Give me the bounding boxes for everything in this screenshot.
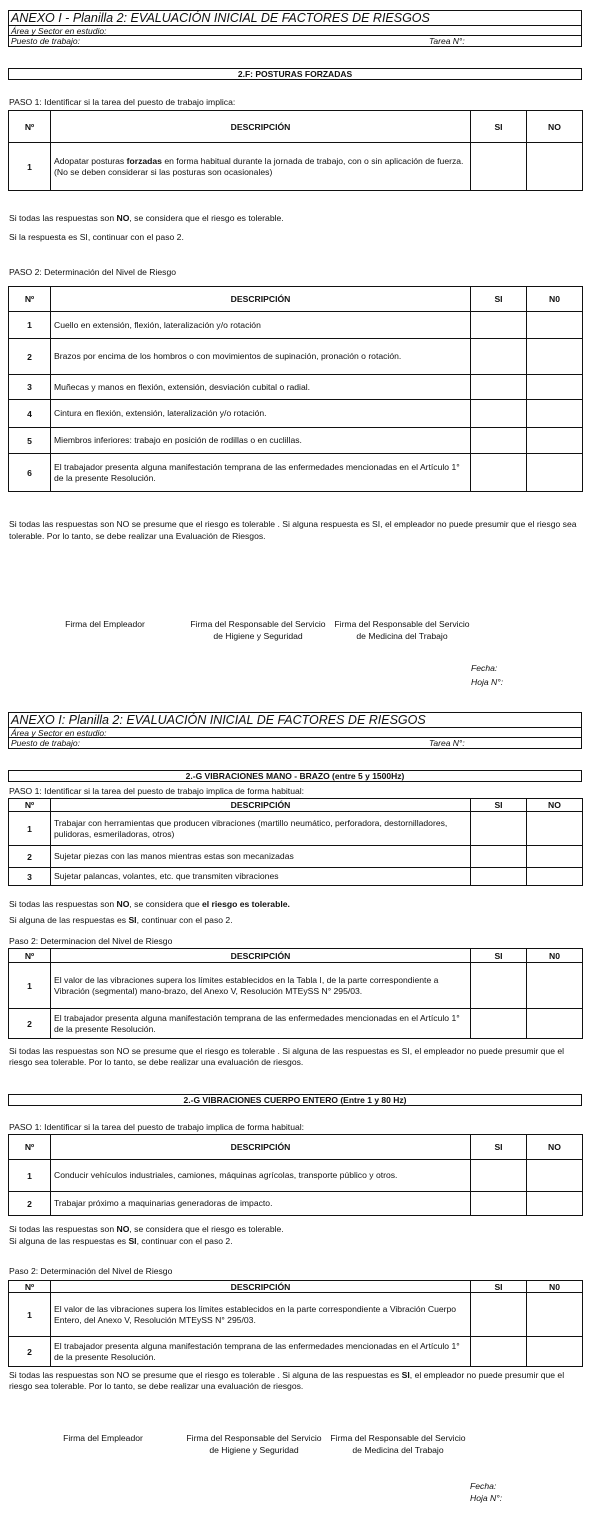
note-text: , se considera que el riesgo es tolerable. bbox=[129, 1224, 284, 1234]
no-checkbox-cell[interactable] bbox=[527, 454, 583, 492]
table-header-row bbox=[9, 949, 583, 963]
no-checkbox-cell[interactable] bbox=[527, 812, 583, 846]
note-bold: NO bbox=[116, 213, 130, 223]
row-number: 1 bbox=[9, 1293, 51, 1337]
col-header-n: Nº bbox=[9, 1135, 51, 1160]
row-description: Conducir vehículos industriales, camiones, máquinas agrícolas, transporte público y otros. bbox=[51, 1160, 471, 1192]
hoja-label: Hoja N°: bbox=[470, 1493, 503, 1503]
row-description: Trabajar próximo a maquinarias generadoras de impacto. bbox=[51, 1192, 471, 1216]
row-description: Sujetar piezas con las manos mientras estas son mecanizadas bbox=[51, 846, 471, 868]
no-checkbox-cell[interactable] bbox=[527, 1192, 583, 1216]
fecha-label: Fecha: bbox=[470, 1481, 497, 1491]
note-bold: el riesgo es tolerable. bbox=[202, 899, 290, 909]
note-text: Si alguna de las respuestas es bbox=[9, 1236, 129, 1246]
area-field: Área y Sector en estudio: bbox=[9, 26, 581, 36]
col-header-desc: DESCRIPCIÓN bbox=[51, 111, 471, 143]
note-text: Si alguna de las respuestas es bbox=[9, 915, 129, 925]
col-header-no: NO bbox=[527, 111, 583, 143]
row-description: El valor de las vibraciones supera los límites establecidos en la parte correspondiente a Vibración Cuerpo Entero, del Anexo V, Resolución MTEySS N° 295/03. bbox=[51, 1293, 471, 1337]
col-header-desc: DESCRIPCIÓN bbox=[51, 1281, 471, 1293]
row-number: 1 bbox=[9, 143, 51, 191]
si-checkbox-cell[interactable] bbox=[471, 1293, 527, 1337]
desc-bold: forzadas bbox=[126, 155, 162, 166]
signature-higiene: Firma del Responsable del Servicio de Higiene y Seguridad bbox=[190, 619, 326, 641]
note-continue bbox=[9, 914, 233, 926]
table-row bbox=[9, 339, 583, 375]
table-row bbox=[9, 454, 583, 492]
table-row bbox=[9, 846, 583, 868]
no-checkbox-cell[interactable] bbox=[527, 375, 583, 400]
table-header-row bbox=[9, 287, 583, 312]
paso1-label: PASO 1: Identificar si la tarea del puesto de trabajo implica de forma habitual: bbox=[9, 786, 305, 796]
col-header-desc: DESCRIPCIÓN bbox=[51, 799, 471, 812]
paso1-label: PASO 1: Identificar si la tarea del puesto de trabajo implica de forma habitual: bbox=[9, 1122, 305, 1132]
row-description: Miembros inferiores: trabajo en posición de rodillas o en cuclillas. bbox=[51, 428, 471, 454]
row-number: 1 bbox=[9, 812, 51, 846]
si-checkbox-cell[interactable] bbox=[471, 868, 527, 886]
posturas-paso2-table bbox=[8, 286, 583, 492]
col-header-n: Nº bbox=[9, 1281, 51, 1293]
si-checkbox-cell[interactable] bbox=[471, 143, 527, 191]
section-posturas-forzadas: 2.F: POSTURAS FORZADAS bbox=[8, 68, 582, 80]
row-number: 3 bbox=[9, 868, 51, 886]
table-row bbox=[9, 375, 583, 400]
signature-medicina: Firma del Responsable del Servicio de Medicina del Trabajo bbox=[334, 619, 470, 641]
si-checkbox-cell[interactable] bbox=[471, 963, 527, 1009]
paso1-label: PASO 1: Identificar si la tarea del puesto de trabajo implica: bbox=[9, 97, 236, 107]
table-row bbox=[9, 1192, 583, 1216]
col-header-n: Nº bbox=[9, 949, 51, 963]
col-header-no: N0 bbox=[527, 287, 583, 312]
row-number: 2 bbox=[9, 339, 51, 375]
note-text: , el empleador no puede presumir que el riesgo sea tolerable. Por lo tanto, se debe realizar una evaluación de riesgos. bbox=[9, 1370, 565, 1391]
note-bold: SI bbox=[128, 915, 137, 925]
table-row bbox=[9, 1293, 583, 1337]
no-checkbox-cell[interactable] bbox=[527, 400, 583, 428]
row-description: Cuello en extensión, flexión, lateralización y/o rotación bbox=[51, 312, 471, 339]
note-text: Si todas las respuestas son NO se presume que el riesgo es tolerable . Si alguna de las respuestas es bbox=[9, 1370, 402, 1380]
signature-medicina: Firma del Responsable del Servicio de Medicina del Trabajo bbox=[330, 1433, 466, 1455]
note-text: Si todas las respuestas son bbox=[9, 213, 117, 223]
si-checkbox-cell[interactable] bbox=[471, 428, 527, 454]
puesto-row bbox=[9, 36, 581, 46]
col-header-si: SI bbox=[471, 949, 527, 963]
note-tolerable bbox=[9, 1223, 284, 1235]
col-header-no: N0 bbox=[527, 1281, 583, 1293]
table-row bbox=[9, 812, 583, 846]
row-number: 1 bbox=[9, 1160, 51, 1192]
no-checkbox-cell[interactable] bbox=[527, 312, 583, 339]
si-checkbox-cell[interactable] bbox=[471, 1160, 527, 1192]
note-bold: NO bbox=[116, 1224, 130, 1234]
row-description: Sujetar palancas, volantes, etc. que transmiten vibraciones bbox=[51, 868, 471, 886]
note-bold: SI bbox=[401, 1370, 410, 1380]
si-checkbox-cell[interactable] bbox=[471, 1192, 527, 1216]
si-checkbox-cell[interactable] bbox=[471, 454, 527, 492]
cuerpo-entero-paso2-table bbox=[8, 1280, 583, 1367]
no-checkbox-cell[interactable] bbox=[527, 868, 583, 886]
signature-higiene: Firma del Responsable del Servicio de Higiene y Seguridad bbox=[186, 1433, 322, 1455]
mano-brazo-paso2-table bbox=[8, 948, 583, 1039]
note-text: , continuar con el paso 2. bbox=[136, 1236, 233, 1246]
desc-text: en forma habitual durante la jornada de trabajo, con o sin aplicación de fuerza. (No se deben considerar si las posturas son ocasionales) bbox=[54, 155, 464, 177]
si-checkbox-cell[interactable] bbox=[471, 375, 527, 400]
col-header-no: NO bbox=[527, 1135, 583, 1160]
note-bold: SI bbox=[128, 1236, 137, 1246]
si-checkbox-cell[interactable] bbox=[471, 339, 527, 375]
no-checkbox-cell[interactable] bbox=[527, 1009, 583, 1039]
note-text: Si todas las respuestas son bbox=[9, 899, 117, 909]
no-checkbox-cell[interactable] bbox=[527, 428, 583, 454]
col-header-si: SI bbox=[471, 111, 527, 143]
row-description: Cintura en flexión, extensión, lateralización y/o rotación. bbox=[51, 400, 471, 428]
signature-empleador: Firma del Empleador bbox=[63, 1433, 143, 1443]
note-text: , se considera que bbox=[129, 899, 202, 909]
col-header-no: NO bbox=[527, 799, 583, 812]
table-row bbox=[9, 868, 583, 886]
puesto-row bbox=[9, 738, 581, 748]
mano-brazo-paso1-table bbox=[8, 798, 583, 886]
no-checkbox-cell[interactable] bbox=[527, 1293, 583, 1337]
form-title: ANEXO I: Planilla 2: EVALUACIÓN INICIAL DE FACTORES DE RIESGOS bbox=[9, 713, 581, 728]
row-description: El trabajador presenta alguna manifestación temprana de las enfermedades mencionadas en el Artículo 1° de la presente Resolución. bbox=[51, 1337, 471, 1367]
paso2-label: Paso 2: Determinacion del Nivel de Riesgo bbox=[9, 936, 173, 946]
puesto-field: Puesto de trabajo: bbox=[11, 738, 80, 748]
table-header-row bbox=[9, 1281, 583, 1293]
row-description: El valor de las vibraciones supera los límites establecidos en la Tabla I, de la parte correspondiente a Vibración (segmental) mano-brazo, del Anexo V, Resolución MTEySS N° 295/03. bbox=[51, 963, 471, 1009]
note-text: Si todas las respuestas son bbox=[9, 1224, 117, 1234]
col-header-n: Nº bbox=[9, 799, 51, 812]
row-number: 1 bbox=[9, 312, 51, 339]
col-header-desc: DESCRIPCIÓN bbox=[51, 287, 471, 312]
row-description bbox=[51, 143, 471, 191]
col-header-n: Nº bbox=[9, 111, 51, 143]
table-row bbox=[9, 312, 583, 339]
col-header-desc: DESCRIPCIÓN bbox=[51, 949, 471, 963]
si-checkbox-cell[interactable] bbox=[471, 812, 527, 846]
table-row bbox=[9, 143, 583, 191]
row-number: 5 bbox=[9, 428, 51, 454]
form-title: ANEXO I - Planilla 2: EVALUACIÓN INICIAL DE FACTORES DE RIESGOS bbox=[9, 11, 581, 26]
row-number: 4 bbox=[9, 400, 51, 428]
tarea-field: Tarea N°: bbox=[429, 738, 465, 748]
no-checkbox-cell[interactable] bbox=[527, 1160, 583, 1192]
col-header-si: SI bbox=[471, 1281, 527, 1293]
final-note bbox=[9, 1370, 579, 1392]
signature-empleador: Firma del Empleador bbox=[65, 619, 145, 629]
section-vibraciones-mano-brazo: 2.-G VIBRACIONES MANO - BRAZO (entre 5 y 1500Hz) bbox=[8, 770, 582, 782]
row-number: 2 bbox=[9, 846, 51, 868]
note-text: , se considera que el riesgo es tolerable. bbox=[129, 213, 284, 223]
table-header-row bbox=[9, 111, 583, 143]
final-note: Si todas las respuestas son NO se presume que el riesgo es tolerable . Si alguna de las respuestas es SI, el empleador no puede presumir que el riesgo sea tolerable. Por lo tanto, se debe realizar una evaluación de riesgos. bbox=[9, 1046, 565, 1067]
paso2-label: Paso 2: Determinación del Nivel de Riesgo bbox=[9, 1266, 173, 1276]
table-row bbox=[9, 428, 583, 454]
no-checkbox-cell[interactable] bbox=[527, 1337, 583, 1367]
area-field: Área y Sector en estudio: bbox=[9, 728, 581, 738]
table-row bbox=[9, 1160, 583, 1192]
row-number: 1 bbox=[9, 963, 51, 1009]
table-row bbox=[9, 1009, 583, 1039]
col-header-desc: DESCRIPCIÓN bbox=[51, 1135, 471, 1160]
row-description: Muñecas y manos en flexión, extensión, desviación cubital o radial. bbox=[51, 375, 471, 400]
row-description: Trabajar con herramientas que producen vibraciones (martillo neumático, perforadora, destornilladores, pulidoras, esmeriladoras, otros) bbox=[51, 812, 471, 846]
desc-text: Adopatar posturas bbox=[54, 155, 127, 166]
si-checkbox-cell[interactable] bbox=[471, 1009, 527, 1039]
row-description: Brazos por encima de los hombros o con movimientos de supinación, pronación o rotación. bbox=[51, 339, 471, 375]
paso2-label: PASO 2: Determinación del Nivel de Riesgo bbox=[9, 267, 177, 277]
no-checkbox-cell[interactable] bbox=[527, 339, 583, 375]
col-header-no: N0 bbox=[527, 949, 583, 963]
table-row bbox=[9, 400, 583, 428]
row-number: 6 bbox=[9, 454, 51, 492]
row-number: 2 bbox=[9, 1009, 51, 1039]
tarea-field: Tarea N°: bbox=[429, 36, 465, 46]
note-bold: NO bbox=[116, 899, 130, 909]
note-continue: Si la respuesta es SI, continuar con el paso 2. bbox=[9, 232, 184, 242]
no-checkbox-cell[interactable] bbox=[527, 963, 583, 1009]
note-tolerable bbox=[9, 212, 284, 224]
note-text: , continuar con el paso 2. bbox=[136, 915, 233, 925]
table-header-row bbox=[9, 1135, 583, 1160]
table-header-row bbox=[9, 799, 583, 812]
row-number: 2 bbox=[9, 1337, 51, 1367]
si-checkbox-cell[interactable] bbox=[471, 312, 527, 339]
col-header-si: SI bbox=[471, 799, 527, 812]
no-checkbox-cell[interactable] bbox=[527, 143, 583, 191]
row-description: El trabajador presenta alguna manifestación temprana de las enfermedades mencionadas en el Artículo 1° de la presente Resolución. bbox=[51, 1009, 471, 1039]
note-tolerable bbox=[9, 898, 290, 910]
col-header-n: Nº bbox=[9, 287, 51, 312]
puesto-field: Puesto de trabajo: bbox=[11, 36, 80, 46]
row-description: El trabajador presenta alguna manifestación temprana de las enfermedades mencionadas en el Artículo 1° de la presente Resolución. bbox=[51, 454, 471, 492]
form-header-2 bbox=[8, 712, 582, 749]
si-checkbox-cell[interactable] bbox=[471, 1337, 527, 1367]
hoja-label: Hoja N°: bbox=[471, 677, 504, 687]
row-number: 2 bbox=[9, 1192, 51, 1216]
fecha-label: Fecha: bbox=[471, 663, 498, 673]
posturas-paso1-table bbox=[8, 110, 583, 191]
col-header-si: SI bbox=[471, 1135, 527, 1160]
row-number: 3 bbox=[9, 375, 51, 400]
table-row bbox=[9, 963, 583, 1009]
table-row bbox=[9, 1337, 583, 1367]
si-checkbox-cell[interactable] bbox=[471, 846, 527, 868]
final-note: Si todas las respuestas son NO se presume que el riesgo es tolerable . Si alguna respuesta es SI, el empleador no puede presumir que el riesgo sea tolerable. Por lo tanto, se debe realizar una Evaluación de Riesgos. bbox=[9, 519, 577, 541]
no-checkbox-cell[interactable] bbox=[527, 846, 583, 868]
note-continue bbox=[9, 1235, 233, 1247]
section-vibraciones-cuerpo-entero: 2.-G VIBRACIONES CUERPO ENTERO (Entre 1 y 80 Hz) bbox=[8, 1094, 582, 1106]
si-checkbox-cell[interactable] bbox=[471, 400, 527, 428]
form-header-1 bbox=[8, 10, 582, 47]
col-header-si: SI bbox=[471, 287, 527, 312]
cuerpo-entero-paso1-table bbox=[8, 1134, 583, 1216]
